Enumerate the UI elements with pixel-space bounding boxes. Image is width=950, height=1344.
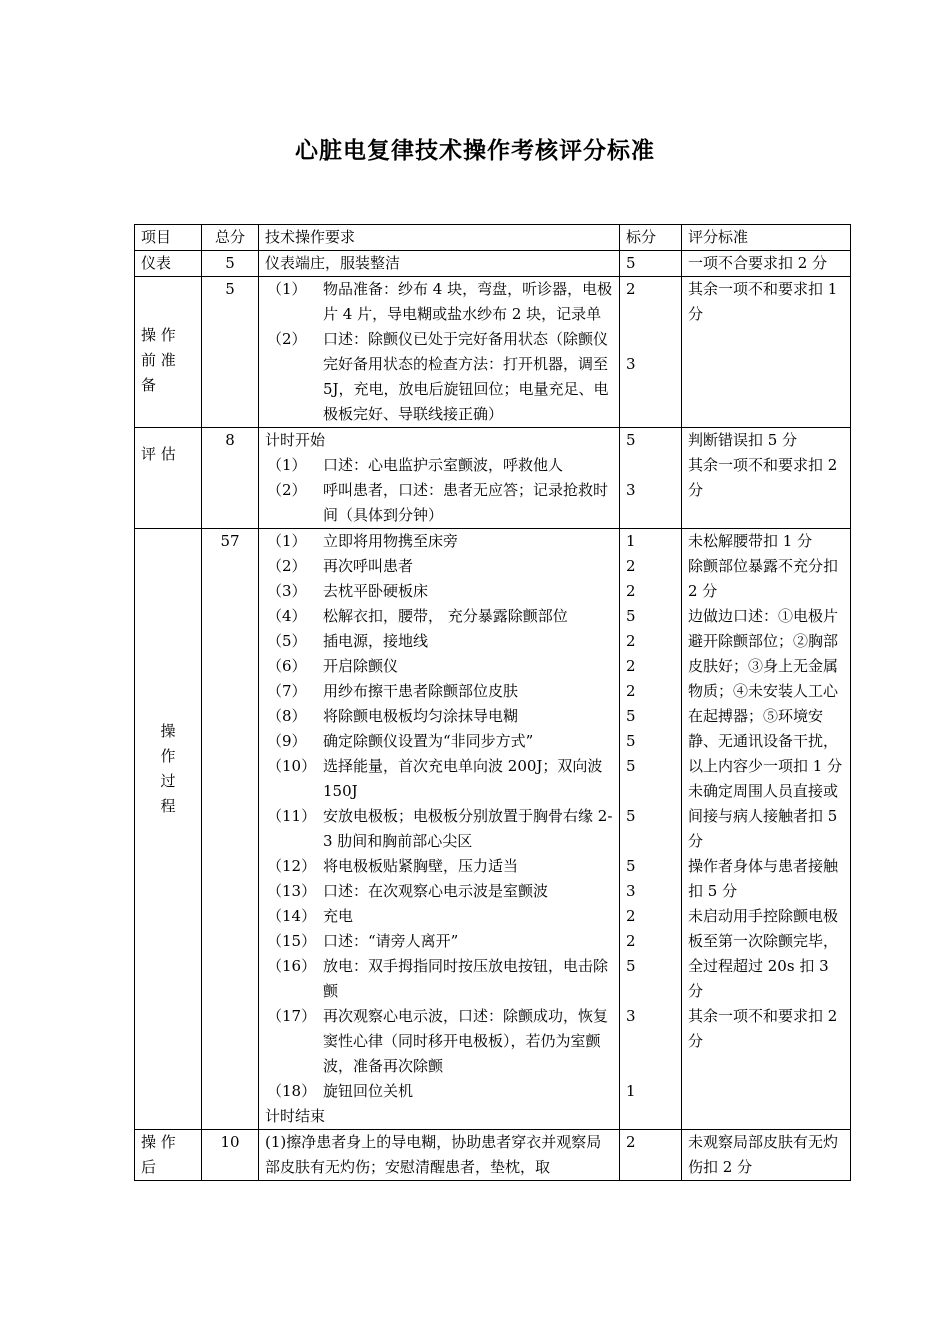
item-char: 作 [160,747,176,765]
requirement-cell [259,277,620,428]
item-line: 操 作 [141,1133,176,1151]
step [265,929,613,954]
step [265,478,613,528]
step-number: （18） [267,1082,317,1100]
total-cell: 5 [202,251,259,277]
step-score: 5 [626,857,636,875]
total-cell: 10 [202,1130,259,1181]
step-text: 再次观察心电示波，口述：除颤成功，恢复窦性心律（同时移开电极板），若仍为室颤波，准备再次除颤 [323,1007,609,1075]
step-text: 充电 [323,907,354,925]
row-after-operation [135,1130,851,1181]
step-number: （2） [267,481,307,499]
requirement-cell: (1)擦净患者身上的导电糊，协助患者穿衣并观察局部皮肤有无灼伤；安慰清醒患者，垫枕，取 [259,1130,620,1181]
step-score: 2 [626,932,636,950]
step-score: 5 [626,607,636,625]
step-score: 3 [626,355,636,373]
step [265,453,613,478]
item-line: 备 [141,375,157,394]
step-score: 3 [626,882,636,900]
step-number: （13） [267,882,317,900]
criteria-cell: 未松解腰带扣 1 分 除颤部位暴露不充分扣 2 分 边做边口述：①电极片避开除颤部位；②胸部皮肤好；③身上无金属物质；④未安装人工心在起搏器；⑤环境安静、无通讯设备干扰，以上内容少一项扣 1 分 未确定周围人员直接或间接与病人接触者扣 5 分 操作者身体与患者接触扣 5 分 未启动用手控除颤电极板至第一次除颤完毕，全过程超过 20s 扣 3 分 其余一项不和要求扣 2 分 [682,529,851,1130]
step-score: 2 [626,907,636,925]
header-score: 标分 [620,225,682,251]
step-score: 5 [626,732,636,750]
step-text: 安放电极板；电极板分别放置于胸骨右缘 2-3 肋间和胸前部心尖区 [323,807,613,850]
step [265,804,613,854]
total-cell: 57 [202,529,259,1130]
step [265,604,613,629]
step-score: 2 [626,657,636,675]
step [265,654,613,679]
step-text: 用纱布擦干患者除颤部位皮肤 [323,682,519,700]
step-number: （11） [267,807,317,825]
scoring-table [134,224,851,1181]
score-cell: 2 [620,1130,682,1181]
step-score: 3 [626,1007,636,1025]
total-cell: 8 [202,428,259,529]
header-item: 项目 [135,225,202,251]
header-total: 总分 [202,225,259,251]
step-number: （6） [267,657,307,675]
step-number: （4） [267,607,307,625]
step [265,554,613,579]
step-number: （16） [267,957,317,975]
step-number: （2） [267,557,307,575]
header-criteria: 评分标准 [682,225,851,251]
header-requirement: 技术操作要求 [259,225,620,251]
step-text: 插电源，接地线 [323,632,429,650]
step-number: （14） [267,907,317,925]
step [265,754,613,804]
criteria-cell: 一项不合要求扣 2 分 [682,251,851,277]
item-cell [135,277,202,428]
timer-start: 计时开始 [265,431,326,449]
step-score: 2 [626,682,636,700]
step-score: 5 [626,757,636,775]
item-char: 程 [160,797,176,815]
step-text: 呼叫患者，口述：患者无应答；记录抢救时间（具体到分钟） [323,481,609,524]
step [265,1079,613,1104]
item-cell [135,1130,202,1181]
step-text: 再次呼叫患者 [323,557,414,575]
item-char: 操 [160,722,176,740]
criteria-cell: 判断错误扣 5 分 其余一项不和要求扣 2 分 [682,428,851,529]
row-preparation [135,277,851,428]
step-score: 2 [626,632,636,650]
step-number: （8） [267,707,307,725]
step-text: 将电极板贴紧胸壁，压力适当 [323,857,519,875]
step-text: 去枕平卧硬板床 [323,582,429,600]
step-text: 松解衣扣，腰带， 充分暴露除颤部位 [323,607,568,625]
step-text: 选择能量，首次充电单向波 200J；双向波 150J [323,757,603,800]
step-score: 5 [626,707,636,725]
step [265,954,613,1004]
step-number: （3） [267,582,307,600]
step [265,1004,613,1079]
score-cell [620,529,682,1130]
step-number: （10） [267,757,317,775]
step-text: 口述：除颤仪已处于完好备用状态（除颤仪完好备用状态的检查方法：打开机器，调至 5J，充电，放电后旋钮回位；电量充足、电极板完好、导联线接正确） [323,330,609,423]
step-score: 5 [626,431,636,449]
step-score: 2 [626,582,636,600]
step-score: 5 [626,807,636,825]
step-text: 口述：“请旁人离开” [323,932,459,950]
step-score: 2 [626,557,636,575]
criteria-cell: 未观察局部皮肤有无灼伤扣 2 分 [682,1130,851,1181]
step-number: （1） [267,456,307,474]
step-number: （2） [267,330,307,348]
row-appearance [135,251,851,277]
step-text: 物品准备：纱布 4 块，弯盘，听诊器，电极片 4 片，导电糊或盐水纱布 2 块，记录单 [323,280,613,323]
row-procedure [135,529,851,1130]
item-cell: 评 估 [135,428,202,529]
step-text: 立即将用物携至床旁 [323,532,459,550]
step-number: （17） [267,1007,317,1025]
step-text: 口述：在次观察心电示波是室颤波 [323,882,549,900]
step-text: 开启除颤仪 [323,657,399,675]
step-number: （12） [267,857,317,875]
step-text: 口述：心电监护示室颤波，呼救他人 [323,456,564,474]
step-score: 2 [626,280,636,298]
step-number: （5） [267,632,307,650]
step-number: （1） [267,532,307,550]
step-score: 3 [626,481,636,499]
step [265,277,613,327]
step [265,629,613,654]
step-text: 将除颤电极板均匀涂抹导电糊 [323,707,519,725]
page-title: 心脏电复律技术操作考核评分标准 [295,137,655,164]
score-cell [620,428,682,529]
step [265,879,613,904]
score-cell: 5 [620,251,682,277]
step-score: 1 [626,532,636,550]
item-cell: 仪表 [135,251,202,277]
item-cell [135,529,202,1130]
step-score: 5 [626,957,636,975]
step-text: 旋钮回位关机 [323,1082,414,1100]
item-line: 操 作 [141,325,176,344]
step [265,729,613,754]
step [265,904,613,929]
step [265,704,613,729]
header-row [135,225,851,251]
score-cell [620,277,682,428]
item-line: 前 准 [141,350,176,369]
step [265,679,613,704]
step-number: （1） [267,280,307,298]
timer-end: 计时结束 [265,1107,326,1125]
step-text: 确定除颤仪设置为“非同步方式” [323,732,534,750]
step-score: 1 [626,1082,636,1100]
step-number: （9） [267,732,307,750]
total-cell: 5 [202,277,259,428]
row-assessment [135,428,851,529]
requirement-cell: 仪表端庄，服装整洁 [259,251,620,277]
step [265,327,613,427]
step-text: 放电：双手拇指同时按压放电按钮，电击除颤 [323,957,609,1000]
step [265,529,613,554]
step-number: （15） [267,932,317,950]
requirement-cell [259,529,620,1130]
step [265,854,613,879]
requirement-cell [259,428,620,529]
item-char: 过 [160,772,176,790]
item-line: 后 [141,1158,157,1176]
criteria-cell: 其余一项不和要求扣 1 分 [682,277,851,428]
step-number: （7） [267,682,307,700]
step [265,579,613,604]
